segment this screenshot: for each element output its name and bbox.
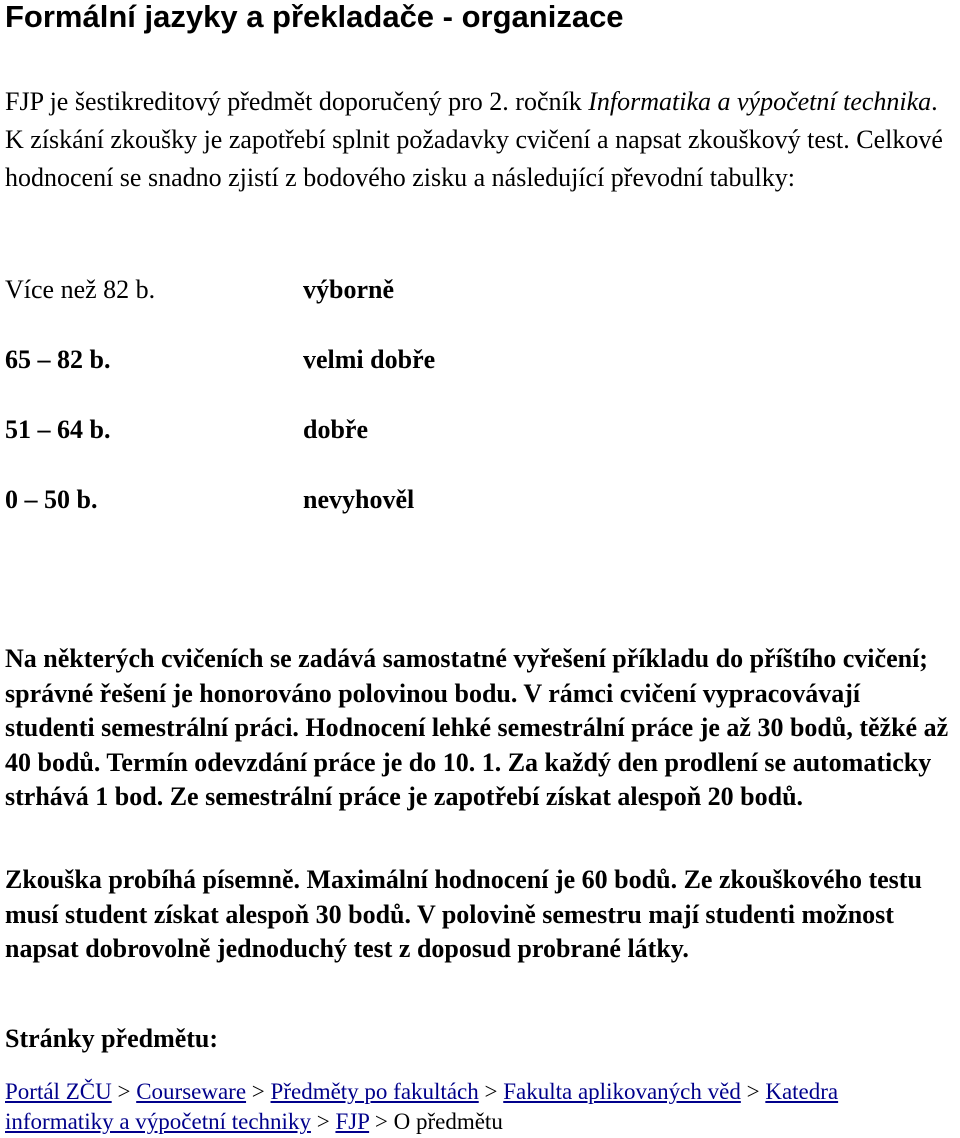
breadcrumb-separator: > bbox=[310, 1109, 336, 1134]
breadcrumb-link-course[interactable]: FJP bbox=[335, 1109, 370, 1134]
intro-text-end: . K získání zkoušky je zapotřebí splnit požadavky cvičení a napsat zkouškový test. Celkové hodnocení se snadno zjistí z bodového zisku a následující převodní tabulky: bbox=[5, 87, 943, 192]
breadcrumb-link-faculty[interactable]: Fakulta aplikovaných věd bbox=[503, 1079, 741, 1104]
grade-points: 0 – 50 b. bbox=[5, 485, 98, 514]
grade-row bbox=[5, 465, 435, 535]
course-pages-heading: Stránky předmětu: bbox=[5, 1024, 219, 1053]
breadcrumb-separator: > bbox=[478, 1079, 504, 1104]
breadcrumb bbox=[5, 1077, 945, 1137]
grade-conversion-table bbox=[5, 255, 435, 535]
breadcrumb-link-courseware[interactable]: Courseware bbox=[136, 1079, 247, 1104]
breadcrumb-separator: > bbox=[111, 1079, 137, 1104]
grade-points: 51 – 64 b. bbox=[5, 415, 111, 444]
breadcrumb-link-portal[interactable]: Portál ZČU bbox=[5, 1079, 112, 1104]
intro-paragraph bbox=[5, 83, 945, 197]
exercises-paragraph: Na některých cvičeních se zadává samostatné vyřešení příkladu do příštího cvičení; správné řešení je honorováno polovinou bodu. V rámci cvičení vypracovávají studenti semestrální práci. Hodnocení lehké semestrální práce je až 30 bodů, těžké až 40 bodů. Termín odevzdání práce je do 10. 1. Za každý den prodlení se automaticky strhává 1 bod. Ze semestrální práce je zapotřebí získat alespoň 20 bodů. bbox=[5, 644, 949, 811]
intro-text-start: FJP je šestikreditový předmět doporučený pro 2. ročník bbox=[5, 87, 589, 116]
grade-points: Více než 82 b. bbox=[5, 275, 156, 304]
grade-label: velmi dobře bbox=[303, 345, 436, 374]
grade-points: 65 – 82 b. bbox=[5, 345, 111, 374]
grade-label: dobře bbox=[303, 415, 368, 444]
grade-label: nevyhověl bbox=[303, 485, 415, 514]
breadcrumb-current: O předmětu bbox=[393, 1109, 503, 1134]
study-program-name: Informatika a výpočetní technika bbox=[588, 87, 932, 116]
grade-row bbox=[5, 255, 435, 325]
breadcrumb-separator: > bbox=[246, 1079, 271, 1104]
grade-row bbox=[5, 395, 435, 465]
breadcrumb-separator: > bbox=[369, 1109, 394, 1134]
page-title: Formální jazyky a překladače - organizace bbox=[5, 0, 624, 34]
breadcrumb-link-department[interactable]: Katedra informatiky a výpočetní techniky bbox=[5, 1079, 839, 1134]
grade-label: výborně bbox=[303, 275, 394, 304]
breadcrumb-link-courses-by-faculty[interactable]: Předměty po fakultách bbox=[270, 1079, 479, 1104]
breadcrumb-separator: > bbox=[740, 1079, 766, 1104]
grade-row bbox=[5, 325, 435, 395]
exam-paragraph: Zkouška probíhá písemně. Maximální hodnocení je 60 bodů. Ze zkouškového testu musí student získat alespoň 30 bodů. V polovině semestru mají studenti možnost napsat dobrovolně jednoduchý test z doposud probrané látky. bbox=[5, 865, 922, 963]
